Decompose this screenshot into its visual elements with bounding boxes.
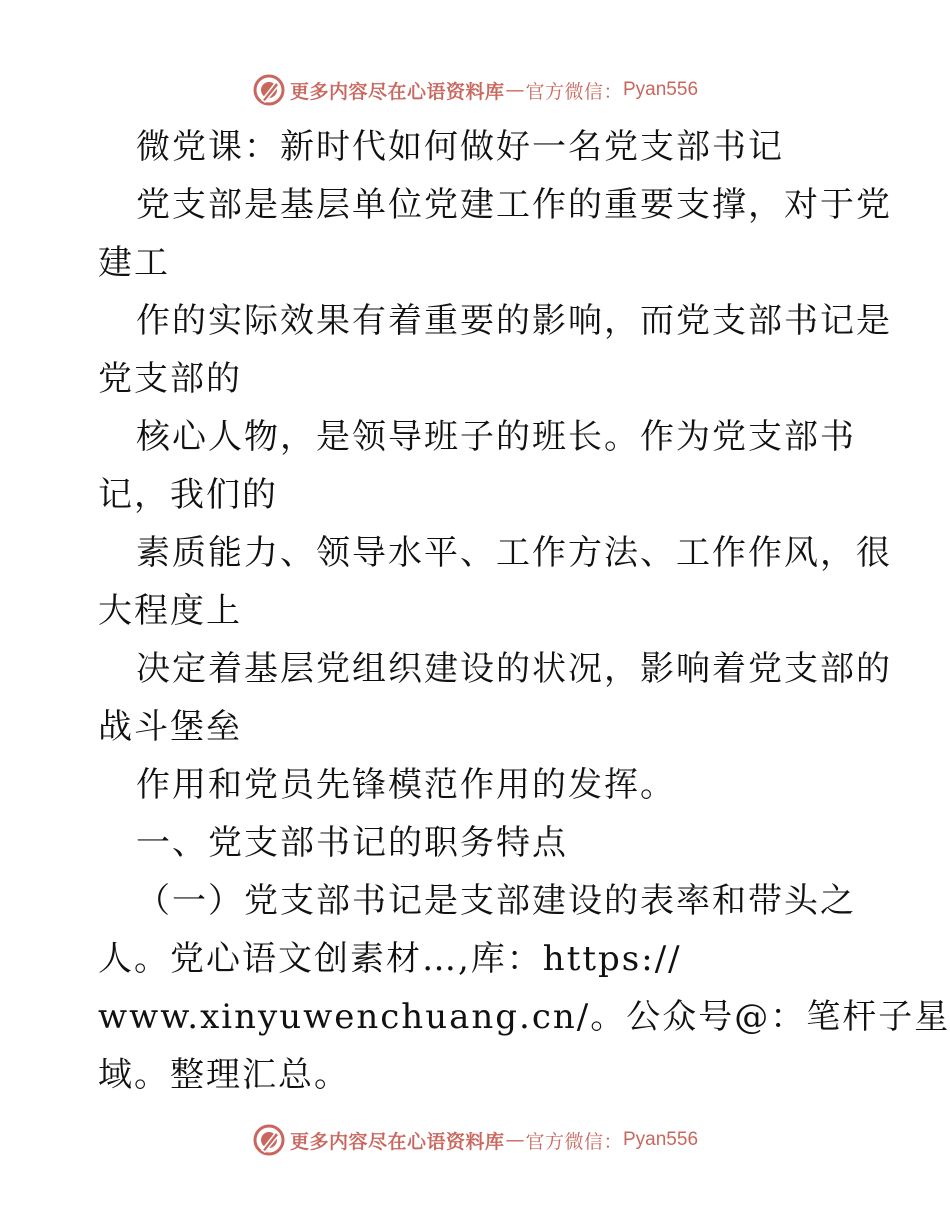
banner-official-label: 官方微信： xyxy=(525,1130,623,1153)
document-title: 微党课：新时代如何做好一名党支部书记 xyxy=(136,127,784,167)
banner-dash: — xyxy=(505,79,525,101)
banner-wechat-id: Pyan556 xyxy=(623,79,699,100)
text-line: 作用和党员先锋模范作用的发挥。 xyxy=(136,765,676,805)
text-line: 核心人物，是领导班子的班长。作为党支部书 xyxy=(136,417,856,457)
pen-logo-icon xyxy=(252,73,286,107)
text-line: 大程度上 xyxy=(98,591,242,631)
text-line: 人。党心语文创素材…,库：https:// xyxy=(98,939,682,979)
banner-wechat-id: Pyan556 xyxy=(623,1129,699,1150)
text-line: www.xinyuwenchuang.cn/。公众号@：笔杆子星 xyxy=(98,997,950,1037)
header-banner xyxy=(0,70,950,110)
banner-main-text: 更多内容尽在心语资料库 xyxy=(289,80,505,103)
text-line: 作的实际效果有着重要的影响，而党支部书记是 xyxy=(136,301,892,341)
text-line: 域。整理汇总。 xyxy=(98,1055,350,1095)
text-line: 记，我们的 xyxy=(98,475,278,515)
banner-official-label: 官方微信： xyxy=(525,80,623,103)
banner-main-text: 更多内容尽在心语资料库 xyxy=(289,1130,505,1153)
banner-dash: — xyxy=(505,1129,525,1151)
section-heading: 一、党支部书记的职务特点 xyxy=(136,823,568,863)
text-line: 素质能力、领导水平、工作方法、工作作风，很 xyxy=(136,533,892,573)
document-body xyxy=(98,118,950,1104)
text-line: 战斗堡垒 xyxy=(98,707,242,747)
text-line: 建工 xyxy=(98,243,170,283)
footer-banner xyxy=(0,1120,950,1160)
pen-logo-icon xyxy=(252,1123,286,1157)
text-line: 党支部是基层单位党建工作的重要支撑，对于党 xyxy=(136,185,892,225)
text-line: 决定着基层党组织建设的状况，影响着党支部的 xyxy=(136,649,892,689)
text-line: 党支部的 xyxy=(98,359,242,399)
subsection-heading: （一）党支部书记是支部建设的表率和带头之 xyxy=(136,881,856,921)
